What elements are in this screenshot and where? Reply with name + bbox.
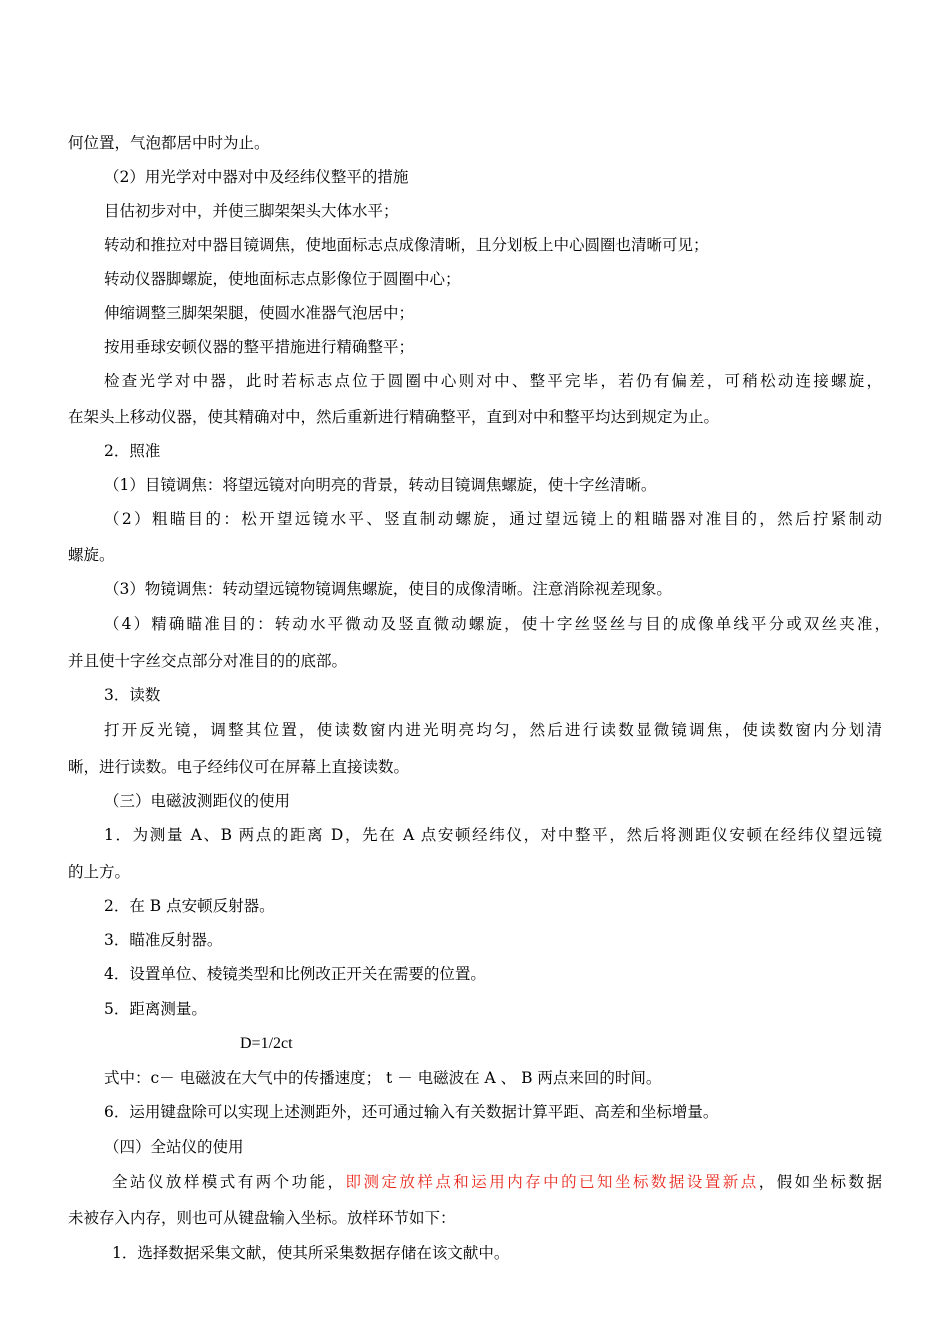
text-line: 目估初步对中，并使三脚架架头大体水平； [104,202,399,220]
text-line: 晰，进行读数。电子经纬仪可在屏幕上直接读数。 [68,758,410,776]
text-line: 3．瞄准反射器。 [104,931,223,949]
text-line: 未被存入内存，则也可从键盘输入坐标。放样环节如下： [68,1209,456,1227]
text-line: 并且使十字丝交点部分对准目的的底部。 [68,652,348,670]
text-line: 5．距离测量。 [104,1000,207,1018]
text-line-highlight [112,1172,882,1192]
text-line: 式中：c－ 电磁波在大气中的传播速度； t － 电磁波在 A 、 B 两点来回的时间。 [104,1069,662,1087]
text-line: 1．选择数据采集文献，使其所采集数据存储在该文献中。 [112,1244,510,1262]
text-line: 1．为测量 A、B 两点的距离 D，先在 A 点安顿经纬仪，对中整平，然后将测距仪安顿在经纬仪望远镜 [104,826,882,844]
text-line: 转动和推拉对中器目镜调焦，使地面标志点成像清晰，且分划板上中心圆圈也清晰可见； [104,236,709,254]
text-line: 伸缩调整三脚架架腿，使圆水准器气泡居中； [104,304,415,322]
section-heading: 3．读数 [104,686,161,704]
text-line: （1）目镜调焦：将望远镜对向明亮的背景，转动目镜调焦螺旋，使十字丝清晰。 [104,476,657,494]
section-heading: （2）用光学对中器对中及经纬仪整平的措施 [104,168,409,186]
text-line: 6．运用键盘除可以实现上述测距外，还可通过输入有关数据计算平距、高差和坐标增量。 [104,1103,719,1121]
text-line: 的上方。 [68,863,131,881]
text-line: 打开反光镜，调整其位置，使读数窗内进光明亮均匀，然后进行读数显微镜调焦，使读数窗内分划清 [104,721,882,739]
text-line: 2．在 B 点安顿反射器。 [104,897,275,915]
text-line: （3）物镜调焦：转动望远镜物镜调焦螺旋，使目的成像清晰。注意消除视差现象。 [104,580,672,598]
highlighted-text: 即测定放样点和运用内存中的已知坐标数据设置新点 [345,1173,759,1191]
text-line: 在架头上移动仪器，使其精确对中，然后重新进行精确整平，直到对中和整平均达到规定为止。 [68,408,720,426]
section-heading: （四）全站仪的使用 [104,1138,244,1156]
text-line: （2）粗瞄目的：松开望远镜水平、竖直制动螺旋，通过望远镜上的粗瞄器对准目的，然后拧紧制动 [104,510,882,528]
section-heading: （三）电磁波测距仪的使用 [104,792,291,810]
text-after-highlight: ，假如坐标数据 [758,1173,882,1191]
text-line: 转动仪器脚螺旋，使地面标志点影像位于圆圈中心； [104,270,461,288]
text-line: 检查光学对中器，此时若标志点位于圆圈中心则对中、整平完毕，若仍有偏差，可稍松动连接螺旋， [104,372,882,390]
text-line: 螺旋。 [68,546,115,564]
text-line: 4．设置单位、棱镜类型和比例改正开关在需要的位置。 [104,965,486,983]
text-before-highlight: 全站仪放样模式有两个功能， [112,1173,346,1191]
text-line: 按用垂球安顿仪器的整平措施进行精确整平； [104,338,415,356]
text-line: 何位置，气泡都居中时为止。 [68,134,270,152]
formula: D=1/2ct [240,1035,293,1052]
section-heading: 2．照准 [104,442,161,460]
text-line: （4）精确瞄准目的：转动水平微动及竖直微动螺旋，使十字丝竖丝与目的成像单线平分或双丝夹准， [104,615,890,633]
